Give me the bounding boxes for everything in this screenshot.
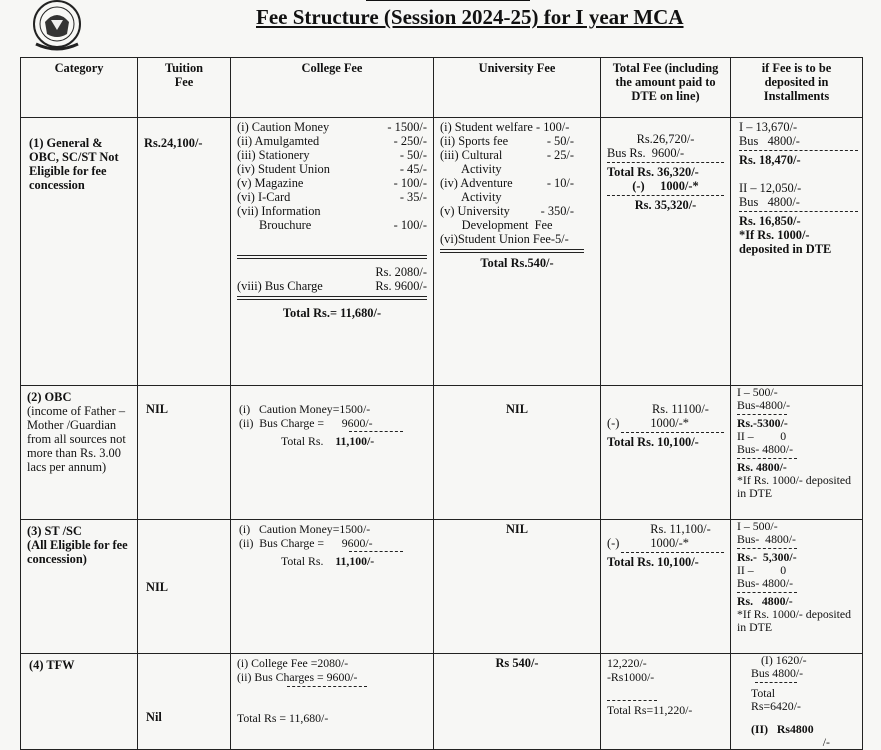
inst-line: Rs. 4800/- [737, 460, 787, 474]
category-general [21, 118, 138, 386]
header-category: Category [21, 58, 138, 118]
college-fee-cell [231, 386, 434, 520]
college-logo-icon [28, 0, 86, 52]
header-installments: if Fee is to be deposited in Installments [731, 58, 863, 118]
inst-line: Bus 4800/- [739, 134, 800, 148]
tuition-cell [138, 386, 231, 520]
inst-note: *If Rs. 1000/- deposited in DTE [739, 228, 832, 256]
total-final: Total Rs=11,220/- [607, 703, 693, 717]
inst-line: I – 500/- [737, 385, 778, 399]
tuition-value: Nil [146, 710, 162, 724]
university-fee-cell [434, 118, 601, 386]
total-less: (-) 1000/-* [632, 179, 699, 193]
college-item: (i) Caution Money - 1500/- [237, 120, 427, 134]
university-item: (v) University - 350/- [440, 204, 574, 218]
inst-note: *If Rs. 1000/- deposited in DTE [737, 607, 852, 634]
inst-line: (II) Rs4800 [751, 722, 814, 736]
inst-line: Bus 4800/- [739, 195, 800, 209]
college-item: (v) Magazine - 100/- [237, 176, 427, 190]
college-item: (iv) Student Union - 45/- [237, 162, 427, 176]
inst-line: Total [751, 686, 776, 700]
category-obc [21, 386, 138, 520]
total-bus-line: Bus Rs. 9600/- [607, 146, 685, 160]
installments-cell [731, 654, 863, 750]
inst-line: /- [822, 735, 830, 749]
total-final: Rs. 35,320/- [634, 198, 697, 212]
total-sum: Total Rs. 36,320/- [607, 165, 699, 179]
installments-cell [731, 118, 863, 386]
college-item: (ii) Bus Charges = 9600/- [237, 670, 358, 684]
inst-line: I – 500/- [737, 519, 778, 533]
college-item: (iii) Stationery - 50/- [237, 148, 427, 162]
inst-line: II – 12,050/- [739, 181, 802, 195]
university-item: (ii) Sports fee - 50/- [440, 134, 574, 148]
college-item: (i) Caution Money=1500/- [239, 402, 371, 416]
tuition-value: NIL [146, 580, 169, 594]
category-title: (2) OBC [27, 390, 72, 404]
university-value: NIL [505, 522, 529, 536]
inst-line: Rs.-5300/- [737, 416, 788, 430]
total-fee-cell [601, 520, 731, 654]
university-fee-cell [434, 654, 601, 750]
total-fee-cell [601, 654, 731, 750]
university-fee-cell [434, 520, 601, 654]
category-tfw [21, 654, 138, 750]
category-text: (4) TFW [29, 658, 75, 672]
installments-cell [731, 520, 863, 654]
college-item: (i) Caution Money=1500/- [239, 522, 371, 536]
category-desc: (income of Father – Mother /Guardian from all sources not more than Rs. 3.00 lacs per annum) [27, 404, 126, 474]
college-item: (ii) Bus Charge = 9600/- [239, 416, 373, 430]
college-total: Total Rs. 11,100/- [281, 554, 375, 568]
university-total: Total Rs.540/- [480, 256, 554, 270]
total-fee-cell [601, 118, 731, 386]
college-item: (ii) Amulgamted - 250/- [237, 134, 427, 148]
university-item: (iv) Adventure - 10/- [440, 176, 574, 190]
university-item: (iii) Cultural - 25/- [440, 148, 574, 162]
total-less: (-) 1000/-* [607, 416, 689, 430]
college-total: Total Rs. 11,100/- [281, 434, 375, 448]
college-bus-charge: (viii) Bus Charge Rs. 9600/- [237, 279, 427, 293]
category-title: (3) ST /SC [27, 524, 82, 538]
inst-line: I – 13,670/- [739, 120, 798, 134]
college-total: Total Rs.= 11,680/- [282, 306, 382, 320]
university-fee-cell [434, 386, 601, 520]
tuition-cell [138, 654, 231, 750]
header-tuition-fee: Tuition Fee [138, 58, 231, 118]
category-text: (1) General & OBC, SC/ST Not Eligible for fee concession [29, 136, 119, 192]
college-fee-cell [231, 654, 434, 750]
inst-line: II – 0 [737, 563, 787, 577]
university-item: (vi)Student Union Fee-5/- [440, 232, 569, 246]
total-fee-cell [601, 386, 731, 520]
page-title: Fee Structure (Session 2024-25) for I year MCA [256, 5, 684, 29]
total-final: Total Rs. 10,100/- [607, 555, 699, 569]
college-subtotal: Rs. 2080/- [375, 265, 427, 279]
inst-line: Rs. 18,470/- [739, 153, 801, 167]
installments-cell [731, 386, 863, 520]
table-row [21, 520, 863, 654]
total-line: 12,220/- [607, 656, 647, 670]
table-row [21, 386, 863, 520]
college-item: (i) College Fee =2080/- [237, 656, 349, 670]
inst-line: Rs. 16,850/- [739, 214, 801, 228]
table-row [21, 654, 863, 750]
total-line: Rs.26,720/- [636, 132, 695, 146]
header-college-fee: College Fee [231, 58, 434, 118]
inst-line: Bus- 4800/- [737, 532, 796, 546]
total-less: (-) 1000/-* [607, 536, 689, 550]
header-university-fee: University Fee [434, 58, 601, 118]
tuition-value: Rs.24,100/- [144, 136, 203, 150]
university-value: NIL [505, 402, 529, 416]
inst-line: Bus- 4800/- [737, 442, 794, 456]
inst-line: Rs=6420/- [751, 699, 801, 713]
university-value: Rs 540/- [495, 656, 539, 670]
college-fee-cell [231, 520, 434, 654]
college-total: Total Rs = 11,680/- [237, 711, 329, 725]
college-item: Brouchure - 100/- [259, 218, 427, 232]
category-st-sc [21, 520, 138, 654]
college-item: (ii) Bus Charge = 9600/- [239, 536, 373, 550]
inst-line: (I) 1620/- [761, 653, 807, 667]
title-overline [366, 0, 530, 1]
inst-note: *If Rs. 1000/- deposited in DTE [737, 473, 852, 500]
inst-line: II – 0 [737, 429, 787, 443]
university-item: Activity [440, 190, 502, 204]
total-line: Rs. 11,100/- [650, 522, 711, 536]
total-final: Total Rs. 10,100/- [607, 435, 699, 449]
university-item: Activity [440, 162, 502, 176]
inst-line: Bus- 4800/- [737, 576, 794, 590]
total-line: Rs. 11100/- [652, 402, 709, 416]
header-total-fee: Total Fee (including the amount paid to DTE on line) [601, 58, 731, 118]
college-item: (vi) I-Card - 35/- [237, 190, 427, 204]
table-header-row [21, 58, 863, 118]
total-line: -Rs1000/- [607, 670, 655, 684]
category-desc: (All Eligible for fee concession) [27, 538, 128, 566]
inst-line: Rs. 4800/- [737, 594, 793, 608]
university-item: Development Fee [440, 218, 553, 232]
university-item: (i) Student welfare - 100/- [440, 120, 570, 134]
fee-structure-table [20, 57, 863, 750]
tuition-cell [138, 118, 231, 386]
tuition-value: NIL [146, 402, 169, 416]
inst-line: Rs.- 5,300/- [737, 550, 797, 564]
table-row [21, 118, 863, 386]
tuition-cell [138, 520, 231, 654]
college-item: (vii) Information [237, 204, 321, 218]
inst-line: Bus-4800/- [737, 398, 791, 412]
inst-line: Bus 4800/- [751, 666, 804, 680]
college-fee-cell [231, 118, 434, 386]
